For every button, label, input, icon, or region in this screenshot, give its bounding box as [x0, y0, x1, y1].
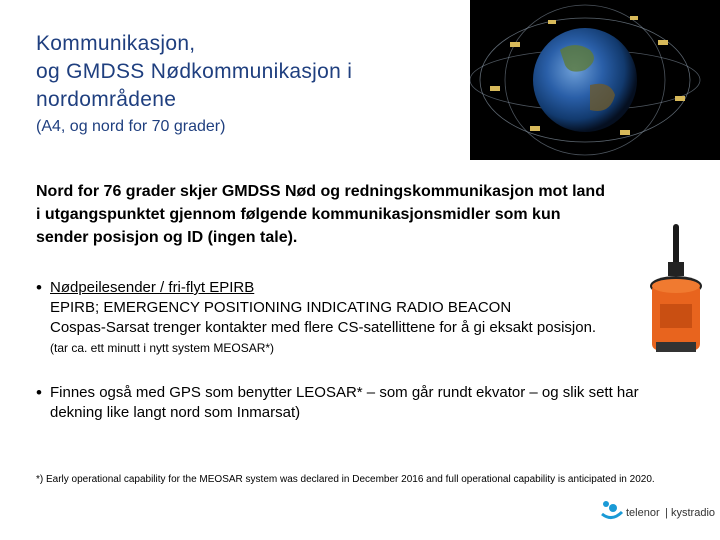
title-line-3: nordområdene: [36, 88, 177, 111]
bullet-epirb-cospas: Cospas-Sarsat trenger kontakter med flere CS-satellittene for å gi eksakt posisjon.: [50, 319, 597, 336]
bullet-epirb-heading: Nødpeilesender / fri-flyt EPIRB: [50, 279, 255, 296]
logo-name-text: kystradio: [671, 507, 716, 519]
logo-brand-text: telenor: [626, 507, 660, 519]
page-title: [36, 30, 446, 114]
logo-divider: |: [665, 507, 668, 519]
lead-line-2: i utgangspunktet gjennom følgende kommunikasjonsmidler som kun: [36, 206, 561, 223]
title-line-2: og GMDSS Nødkommunikasjon i: [36, 60, 353, 83]
satellite-globe-image: [470, 0, 720, 160]
bullet-gps-line-1: Finnes også med GPS som benytter LEOSAR* – som går rundt ekvator – og slik sett har: [50, 384, 639, 401]
title-line-1: Kommunikasjon,: [36, 32, 196, 55]
epirb-beacon-image: [646, 224, 706, 356]
bullet-gps-line-2: dekning like langt nord som Inmarsat): [50, 404, 301, 421]
bullet-dot-icon: •: [36, 278, 42, 297]
bullet-epirb-definition: EPIRB; EMERGENCY POSITIONING INDICATING RADIO BEACON: [50, 299, 512, 316]
telenor-kystradio-logo: [598, 496, 716, 526]
bullet-dot-icon: •: [36, 383, 42, 402]
footnote: *) Early operational capability for the MEOSAR system was declared in December 2016 and full operational capability is anticipated in 2020.: [36, 474, 655, 485]
page-subtitle: (A4, og nord for 70 grader): [36, 118, 226, 135]
lead-line-3: sender posisjon og ID (ingen tale).: [36, 229, 298, 246]
lead-line-1: Nord for 76 grader skjer GMDSS Nød og redningskommunikasjon mot land: [36, 183, 605, 200]
lead-paragraph: [36, 180, 686, 249]
bullet-epirb-note: (tar ca. ett minutt i nytt system MEOSAR*): [50, 341, 275, 355]
